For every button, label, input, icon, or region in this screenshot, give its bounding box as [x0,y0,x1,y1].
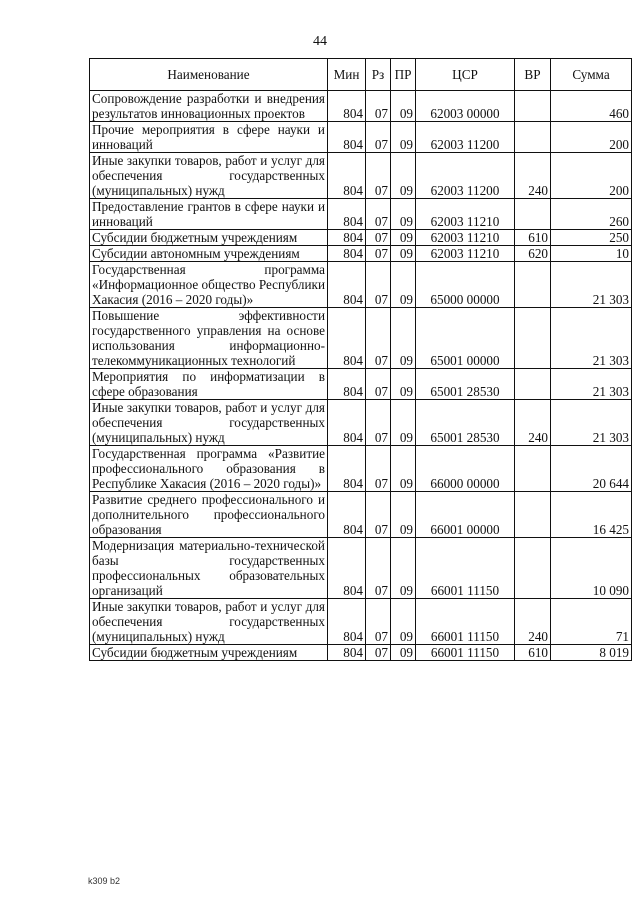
cell-vr: 610 [515,645,551,661]
cell-csr: 66001 00000 [416,492,515,538]
cell-vr: 240 [515,599,551,645]
cell-vr [515,91,551,122]
cell-pr: 09 [391,538,416,599]
cell-pr: 09 [391,492,416,538]
cell-sum: 8 019 [551,645,632,661]
cell-min: 804 [328,645,366,661]
cell-pr: 09 [391,230,416,246]
cell-csr: 62003 11210 [416,230,515,246]
cell-name: Развитие среднего профессионального и дополнительного профессионального образования [90,492,328,538]
cell-min: 804 [328,122,366,153]
cell-csr: 62003 11200 [416,153,515,199]
cell-vr [515,369,551,400]
cell-csr: 66001 11150 [416,645,515,661]
header-vr: ВР [515,59,551,91]
cell-name: Иные закупки товаров, работ и услуг для обеспечения государственных (муниципальных) нужд [90,400,328,446]
cell-pr: 09 [391,246,416,262]
cell-csr: 66000 00000 [416,446,515,492]
cell-sum: 16 425 [551,492,632,538]
cell-rz: 07 [366,308,391,369]
cell-sum: 260 [551,199,632,230]
page-number: 44 [313,34,327,49]
cell-min: 804 [328,369,366,400]
cell-pr: 09 [391,122,416,153]
cell-sum: 10 090 [551,538,632,599]
header-csr: ЦСР [416,59,515,91]
cell-csr: 66001 11150 [416,538,515,599]
cell-csr: 62003 11210 [416,246,515,262]
cell-pr: 09 [391,262,416,308]
header-name: Наименование [90,59,328,91]
cell-pr: 09 [391,369,416,400]
cell-rz: 07 [366,91,391,122]
cell-name: Иные закупки товаров, работ и услуг для обеспечения государственных (муниципальных) нужд [90,599,328,645]
cell-vr [515,492,551,538]
cell-sum: 21 303 [551,400,632,446]
cell-name: Предоставление грантов в сфере науки и инноваций [90,199,328,230]
footer-code: k309 b2 [88,876,121,886]
table-row [90,122,632,153]
cell-pr: 09 [391,153,416,199]
cell-min: 804 [328,446,366,492]
cell-name: Прочие мероприятия в сфере науки и инноваций [90,122,328,153]
table-row [90,492,632,538]
cell-pr: 09 [391,91,416,122]
cell-pr: 09 [391,308,416,369]
cell-name: Иные закупки товаров, работ и услуг для обеспечения государственных (муниципальных) нужд [90,153,328,199]
table-row [90,538,632,599]
cell-pr: 09 [391,199,416,230]
cell-pr: 09 [391,446,416,492]
cell-csr: 65001 28530 [416,369,515,400]
cell-vr [515,538,551,599]
cell-csr: 62003 11210 [416,199,515,230]
header-sum: Сумма [551,59,632,91]
cell-name: Субсидии бюджетным учреждениям [90,230,328,246]
cell-rz: 07 [366,153,391,199]
table-row [90,230,632,246]
cell-min: 804 [328,246,366,262]
cell-vr [515,262,551,308]
table-row [90,599,632,645]
cell-sum: 21 303 [551,262,632,308]
cell-rz: 07 [366,199,391,230]
cell-name: Мероприятия по информатизации в сфере образования [90,369,328,400]
cell-min: 804 [328,262,366,308]
budget-table [89,58,632,661]
table-row [90,262,632,308]
cell-vr [515,122,551,153]
cell-sum: 21 303 [551,308,632,369]
header-min: Мин [328,59,366,91]
cell-name: Государственная программа «Информационное общество Республики Хакасия (2016 – 2020 годы)» [90,262,328,308]
cell-vr [515,446,551,492]
cell-name: Сопровождение разработки и внедрения результатов инновационных проектов [90,91,328,122]
table-row [90,369,632,400]
cell-csr: 62003 11200 [416,122,515,153]
table-row [90,400,632,446]
cell-name: Субсидии бюджетным учреждениям [90,645,328,661]
cell-rz: 07 [366,645,391,661]
cell-name: Модернизация материально-технической базы государственных профессиональных образовательных организаций [90,538,328,599]
cell-csr: 66001 11150 [416,599,515,645]
cell-min: 804 [328,492,366,538]
cell-rz: 07 [366,400,391,446]
cell-pr: 09 [391,599,416,645]
cell-csr: 65000 00000 [416,262,515,308]
cell-pr: 09 [391,645,416,661]
cell-sum: 250 [551,230,632,246]
cell-rz: 07 [366,369,391,400]
cell-min: 804 [328,400,366,446]
cell-min: 804 [328,199,366,230]
table-row [90,199,632,230]
cell-pr: 09 [391,400,416,446]
table-row [90,308,632,369]
cell-min: 804 [328,230,366,246]
cell-vr: 620 [515,246,551,262]
cell-min: 804 [328,538,366,599]
cell-vr: 240 [515,400,551,446]
table-row [90,645,632,661]
cell-sum: 200 [551,153,632,199]
cell-min: 804 [328,153,366,199]
cell-min: 804 [328,308,366,369]
cell-sum: 10 [551,246,632,262]
cell-rz: 07 [366,446,391,492]
cell-sum: 21 303 [551,369,632,400]
table-row [90,153,632,199]
cell-rz: 07 [366,246,391,262]
cell-sum: 71 [551,599,632,645]
table-row [90,91,632,122]
table-header-row [90,59,632,91]
cell-vr [515,199,551,230]
header-rz: Рз [366,59,391,91]
cell-name: Государственная программа «Развитие профессионального образования в Республике Хакасия (2016 – 2020 годы)» [90,446,328,492]
cell-rz: 07 [366,599,391,645]
cell-sum: 20 644 [551,446,632,492]
table-row [90,446,632,492]
cell-rz: 07 [366,262,391,308]
cell-rz: 07 [366,538,391,599]
cell-name: Повышение эффективности государственного управления на основе использования информационно-телекоммуникационных технологий [90,308,328,369]
cell-vr [515,308,551,369]
cell-rz: 07 [366,230,391,246]
cell-csr: 65001 28530 [416,400,515,446]
cell-min: 804 [328,91,366,122]
cell-name: Субсидии автономным учреждениям [90,246,328,262]
cell-rz: 07 [366,122,391,153]
table-row [90,246,632,262]
cell-min: 804 [328,599,366,645]
cell-rz: 07 [366,492,391,538]
cell-vr: 610 [515,230,551,246]
header-pr: ПР [391,59,416,91]
cell-csr: 62003 00000 [416,91,515,122]
cell-vr: 240 [515,153,551,199]
cell-csr: 65001 00000 [416,308,515,369]
cell-sum: 460 [551,91,632,122]
cell-sum: 200 [551,122,632,153]
